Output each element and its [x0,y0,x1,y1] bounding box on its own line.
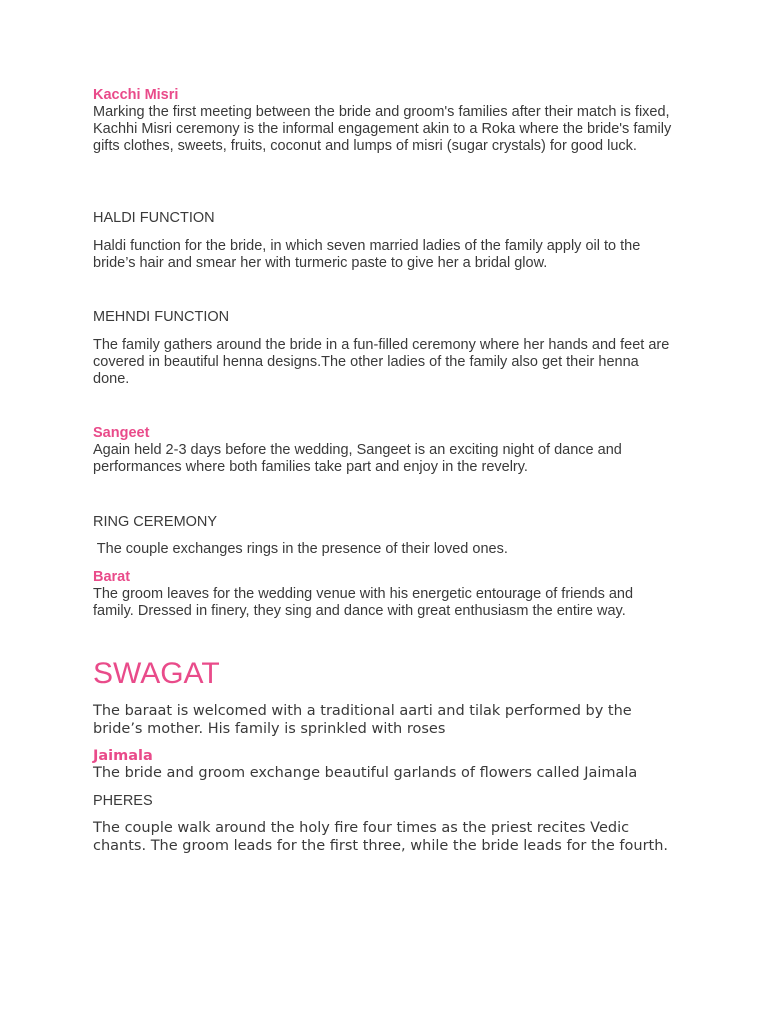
section-mehndi-body [93,337,673,389]
section-text: The baraat is welcomed with a traditional aarti and tilak performed by the bride’s mother. His family is sprinkled with roses [93,703,632,737]
section-heading: Kacchi Misri [93,87,179,103]
section-text: The couple walk around the holy fire four times as the priest recites Vedic chants. The groom leads for the first three, while the bride leads for the fourth. [93,820,669,854]
section-mehndi [93,309,673,326]
section-text: The groom leaves for the wedding venue with his energetic entourage of friends and family. Dressed in finery, they sing and dance with great enthusiasm the entire way. [93,586,634,620]
section-heading: RING CEREMONY [93,514,218,530]
section-ring-ceremony [93,514,673,531]
section-haldi-body [93,238,673,272]
section-pheres-body [93,820,673,855]
section-jaimala [93,748,673,783]
section-barat [93,569,673,620]
section-swagat [93,657,673,691]
section-pheres [93,793,673,810]
section-text: The bride and groom exchange beautiful garlands of flowers called Jaimala [93,765,638,781]
section-text: Haldi function for the bride, in which seven married ladies of the family apply oil to the bride’s hair and smear her with turmeric paste to give her a bridal glow. [93,238,641,272]
section-heading: Jaimala [93,748,153,764]
section-heading: MEHNDI FUNCTION [93,309,230,325]
section-heading: PHERES [93,793,153,809]
section-ring-body [93,541,673,558]
section-text: The family gathers around the bride in a fun-filled ceremony where her hands and feet are covered in beautiful henna designs.The other ladies of the family also get their henna done. [93,337,670,388]
section-swagat-body [93,703,673,738]
section-heading-large: SWAGAT [93,657,220,690]
section-haldi [93,210,673,227]
section-kacchi-misri [93,87,673,156]
section-text: Marking the first meeting between the bride and groom's families after their match is fixed, Kachhi Misri ceremony is the informal engagement akin to a Roka where the bride's family gifts clothes, sweets, fruits, coconut and lumps of misri (sugar crystals) for good luck. [93,104,672,155]
section-text: Again held 2-3 days before the wedding, Sangeet is an exciting night of dance and performances where both families take part and enjoy in the revelry. [93,442,622,476]
section-text: The couple exchanges rings in the presence of their loved ones. [93,541,508,557]
section-heading: Sangeet [93,425,150,441]
section-sangeet [93,425,673,476]
section-heading: Barat [93,569,131,585]
section-heading: HALDI FUNCTION [93,210,215,226]
